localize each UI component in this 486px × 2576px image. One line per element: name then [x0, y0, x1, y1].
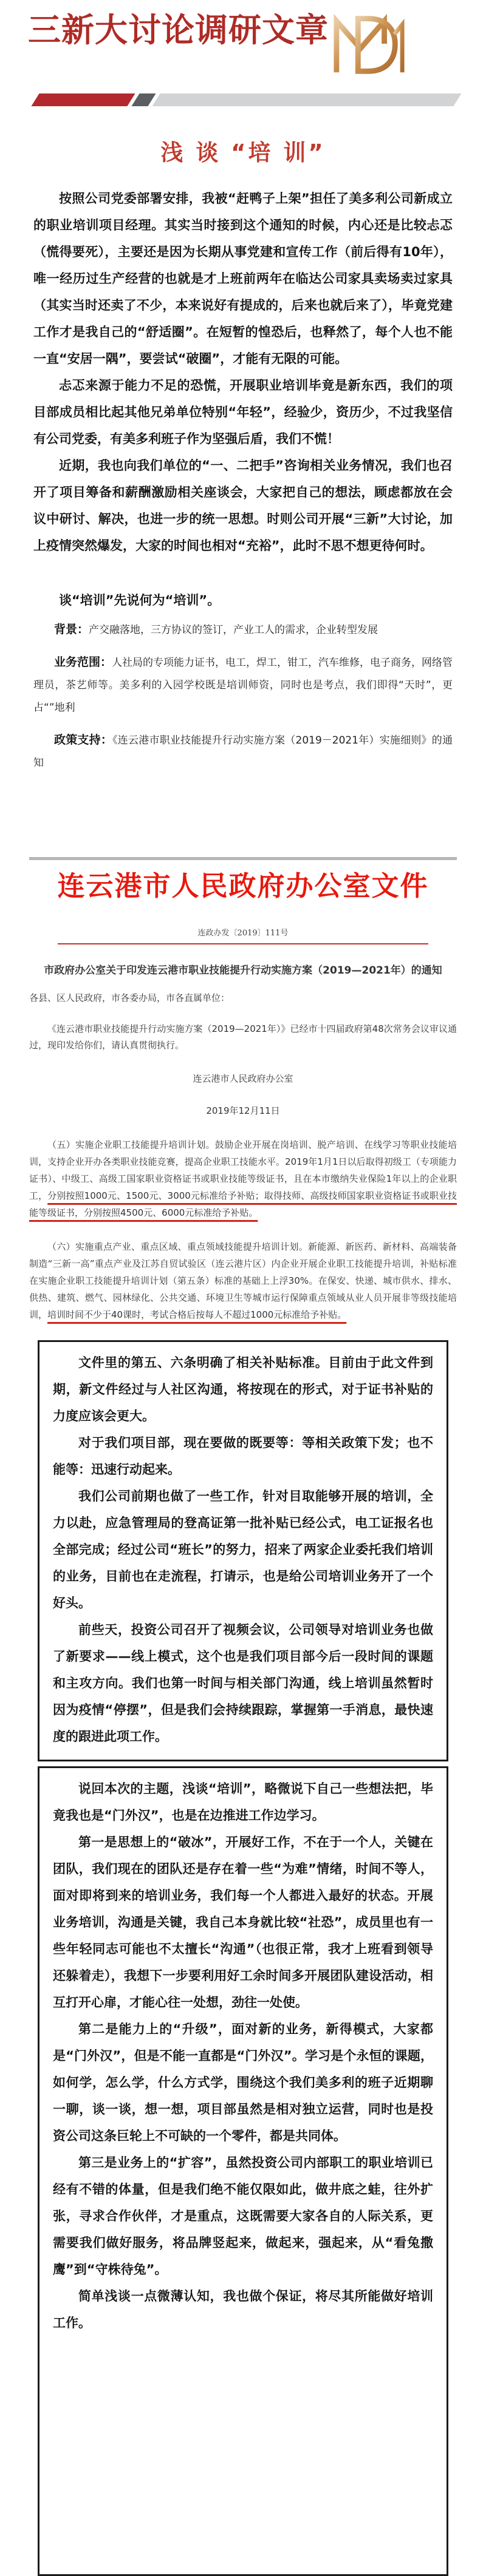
info-label: 业务范围： [54, 656, 112, 669]
clause-5-text: （五）实施企业职工技能提升培训计划。鼓励企业开展在岗培训、脱产培训、在线学习等职业技能培训，支持企业开办各类职业技能竞赛，提高企业职工技能水平。2019年1月1日以后取得初级工（专项能力证书）、中级工、高级工国家职业资格证书或职业技能等级证书，且在本市缴纳失业保险1年以上的企业职工， [29, 1139, 457, 1201]
bar-segment-light [152, 93, 461, 106]
page-title: 三新大讨论调研文章 [28, 11, 329, 49]
box2-paragraph: 第二是能力上的“升级”，面对新的业务，新得模式，大家都是“门外汉”，但是不能一直都是“门外汉”。学习是个永恒的课题，如何学，怎么学，什么方式学，围绕这个我们美多利的班子近期聊一聊，谈一谈，想一想，项目部虽然是相对独立运营，同时也是投资公司这条巨轮上不可缺的一个零件，都是共同体。 [53, 2022, 433, 2143]
info-label: 背景： [54, 623, 89, 636]
gov-doc-number: 连政办发〔2019〕111号 [197, 929, 289, 938]
clause-6-text: （六）实施重点产业、重点区域、重点领域技能提升培训计划。新能源、新医药、新材料、高端装备制造“三新一高”重点产业及江苏自贸试验区（连云港片区）内企业开展企业职工技能提升培训，补贴标准在实施企业职工技能提升培训计划（第五条）标准的基础上上浮30%。在保安、快递、城市供水、排水、供热、建筑、燃气、园林绿化、公共交通、环境卫生等城市运行保障重点领域从业人员开展非等级技能培训， [29, 1241, 457, 1320]
bar-segment-red [31, 93, 135, 106]
info-text: 《连云港市职业技能提升行动实施方案（2019－2021年）实施细则》的通知 [33, 734, 453, 769]
info-label: 政策支持： [54, 733, 113, 747]
gov-notice-title: 市政府办公室关于印发连云港市职业技能提升行动实施方案（2019—2021年）的通知 [44, 964, 442, 977]
info-item-background [33, 619, 453, 642]
red-divider [58, 943, 428, 944]
article-paragraph: 按照公司党委部署安排，我被“赶鸭子上架”担任了美多利公司新成立的职业培训项目经理。其实当时接到这个通知的时候，内心还是比较忐忑（慌得要死），主要还是因为长期从事党建和宣传工作（前后得有10年），唯一经历过生产经营的也就是才上班前两年在临达公司家具卖场卖过家具（其实当时还卖了不少，本来说好有提成的，后来也就后来了），毕竟党建工作才是我自己的“舒适圈”。在短暂的惶恐后，也释然了，每个人也不能一直“安居一隅”，要尝试“破圈”，才能有无限的可能。 [33, 191, 453, 366]
gov-salutation: 各县、区人民政府，市各委办局，市各直属单位： [29, 992, 230, 1003]
info-item-scope [33, 651, 453, 719]
box2-paragraph: 简单浅谈一点微薄认知，我也做个保证，将尽其所能做好培训工作。 [53, 2289, 433, 2330]
bar-segment-dark [131, 93, 156, 106]
gov-clause-5 [29, 1136, 457, 1221]
article-paragraph: 忐忑来源于能力不足的恐慌，开展职业培训毕竟是新东西，我们的项目部成员相比起其他兄弟单位特别“年轻”，经验少，资历少，不过我坚信有公司党委，有美多利班子作为坚强后盾，我们不慌！ [33, 378, 453, 446]
top-masthead [0, 0, 486, 78]
gov-issuer: 连云港市人民政府办公室 [193, 1073, 293, 1084]
section-intro-line: 谈“培训”先说何为“培训”。 [59, 593, 221, 608]
comment-box-1 [38, 1340, 448, 1761]
md-monogram-logo-icon [332, 13, 406, 78]
gov-date: 2019年12月11日 [206, 1105, 280, 1116]
info-item-policy [33, 729, 453, 774]
gov-clause-6 [29, 1238, 457, 1323]
box2-paragraph: 第三是业务上的“扩容”，虽然投资公司内部职工的职业培训已经有不错的体量，但是我们绝不能仅限如此，做井底之蛙，往外扩张，寻求合作伙伴，才是重点，这既需要大家各自的人际关系，更需要我们做好服务，将品牌竖起来，做起来，强起来，从“看兔撒鹰”到“守株待兔”。 [53, 2155, 433, 2277]
box1-paragraph: 对于我们项目部，现在要做的既要等：等相关政策下发；也不能等：迅速行动起来。 [53, 1435, 433, 1477]
article-title: 浅 谈 “培 训” [160, 140, 326, 166]
box1-paragraph: 文件里的第五、六条明确了相关补贴标准。目前由于此文件到期，新文件经过与人社区沟通，将按现在的形式，对于证书补贴的力度应该会更大。 [53, 1355, 433, 1423]
clause-5-highlight: 分别按照1000元、1500元、3000元标准给予补贴；取得技师、高级技师国家职业资格证书或职业技能等级证书，分别按照4500元、6000元标准给予补贴。 [29, 1190, 457, 1218]
box2-paragraph: 第一是思想上的“破冰”，开展好工作，不在于一个人，关键在团队，我们现在的团队还是存在着一些“为难”情绪，时间不等人，面对即将到来的培训业务，我们每一个人都进入最好的状态。开展业务培训，沟通是关键，我自己本身就比较“社恐”，成员里也有一些年轻同志可能也不太擅长“沟通”（也很正常，我才上班看到领导还躲着走），我想下一步要利用好工余时间多开展团队建设活动，相互打开心扉，才能心往一处想，劲往一处使。 [53, 1835, 433, 2010]
gov-doc-masthead: 连云港市人民政府办公室文件 [57, 870, 429, 902]
info-text: 产交融落地，三方协议的签订，产业工人的需求，企业转型发展 [89, 624, 378, 636]
article-paragraph: 近期，我也向我们单位的“一、二把手”咨询相关业务情况，我们也召开了项目筹备和薪酬激励相关座谈会，大家把自己的想法，顾虑都放在会议中研讨、解决，也进一步的统一思想。时则公司开展“三新”大讨论，加上疫情突然爆发，大家的时间也相对“充裕”，此时不思不想更待何时。 [33, 458, 453, 553]
government-document [0, 857, 486, 1323]
comment-box-2 [38, 1766, 448, 2576]
box1-paragraph: 前些天，投资公司召开了视频会议，公司领导对培训业务也做了新要求——线上模式，这个也是我们项目部今后一段时间的课题和主攻方向。我们也第一时间与相关部门沟通，线上培训虽然暂时因为疫情“停摆”，但是我们会持续跟踪，掌握第一手消息，最快速度的跟进此项工作。 [53, 1622, 433, 1744]
gov-body-paragraph: 《连云港市职业技能提升行动实施方案（2019—2021年）》已经市十四届政府第48次常务会议审议通过，现印发给你们，请认真贯彻执行。 [29, 1023, 457, 1051]
box2-paragraph: 说回本次的主题，浅谈“培训”，略微说下自己一些想法把，毕竟我也是“门外汉”，也是在边推进工作边学习。 [53, 1781, 433, 1823]
info-text: 人社局的专项能力证书，电工，焊工，钳工，汽车维修，电子商务，网络管理员，茶艺师等。美多利的入园学校既是培训师资，同时也是考点，我们即得“天时”，更占“”地利 [33, 657, 453, 714]
gray-divider [29, 857, 457, 860]
decorative-bar [35, 93, 486, 106]
box1-paragraph: 我们公司前期也做了一些工作，针对目取能够开展的培训，全力以赴，应急管理局的登高证第一批补贴已经公式，电工证报名也全部完成；经过公司“班长”的努力，招来了两家企业委托我们培训的业务，目前也在走流程，打请示，也是给公司培训业务开了一个好头。 [53, 1489, 433, 1610]
clause-6-highlight: 培训时间不少于40课时，考试合格后按每人不超过1000元标准给予补贴。 [47, 1309, 347, 1320]
